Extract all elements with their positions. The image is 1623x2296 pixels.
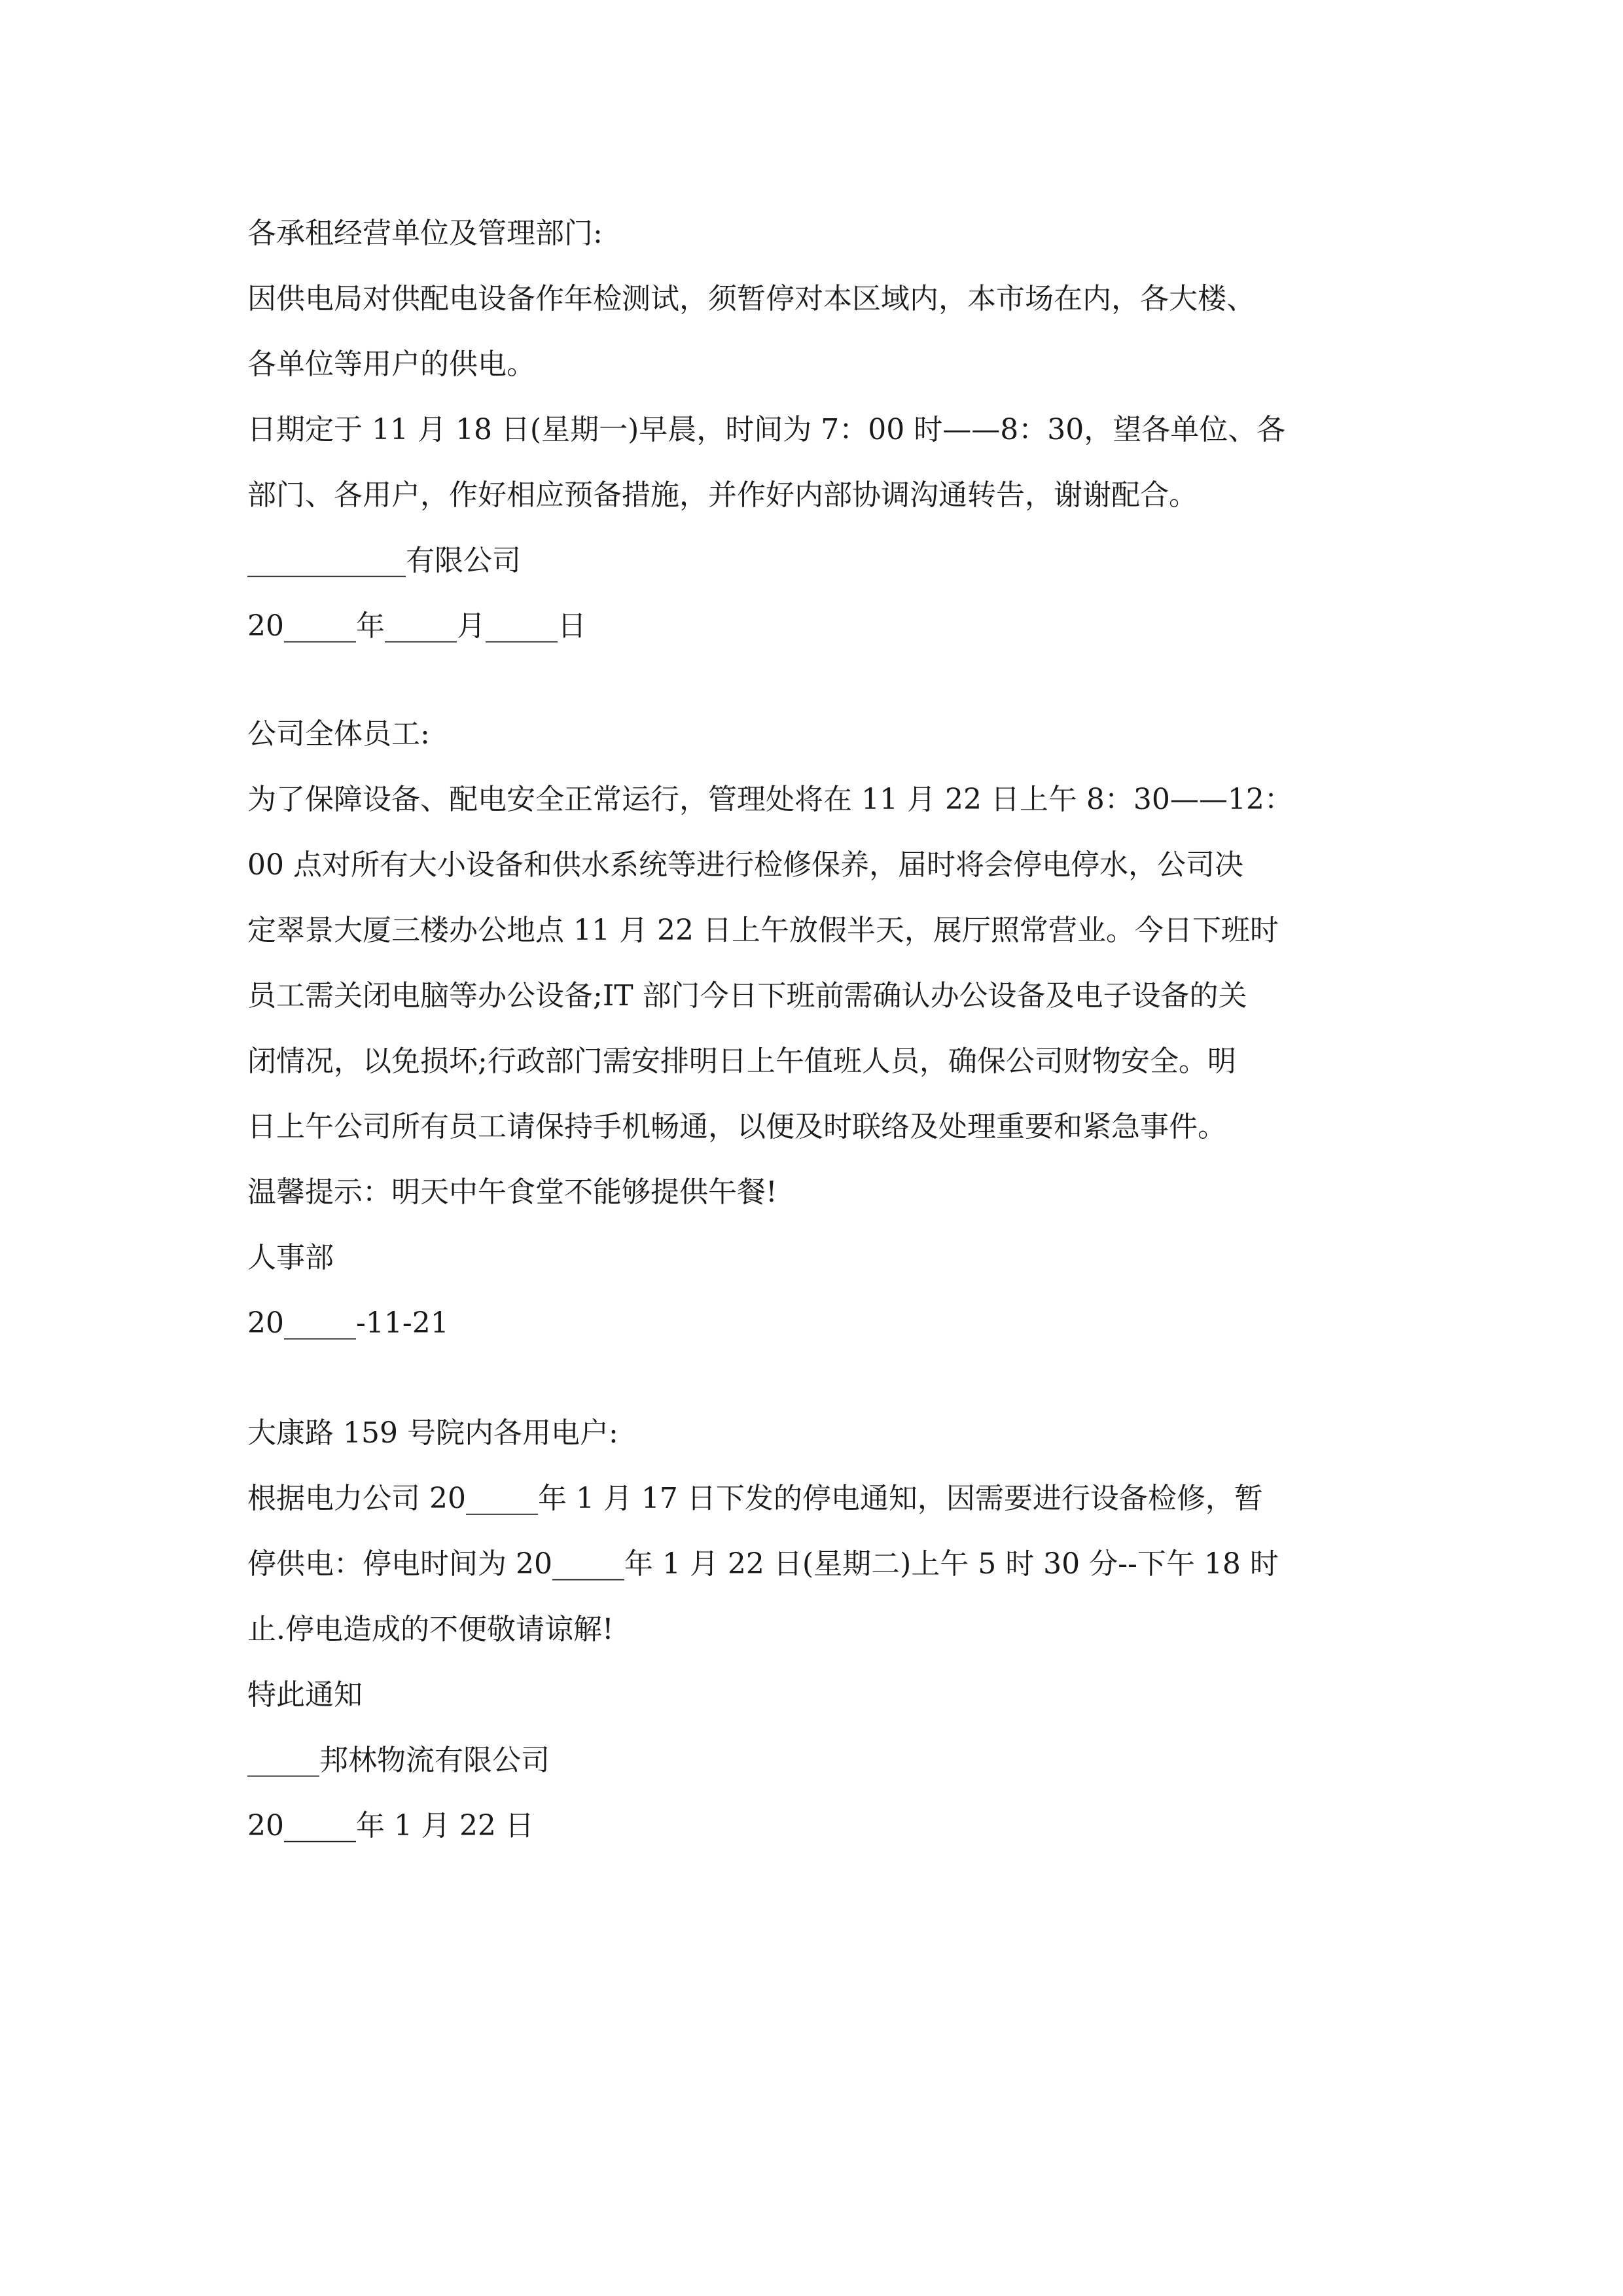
body-line: 因供电局对供配电设备作年检测试，须暂停对本区域内，本市场在内，各大楼、 <box>247 282 1255 315</box>
body-line: 停供电：停电时间为 20_____年 1 月 22 日(星期二)上午 5 时 30 分--下午 18 时 <box>247 1547 1279 1581</box>
body-line: 日上午公司所有员工请保持手机畅通，以便及时联络及处理重要和紧急事件。 <box>247 1110 1226 1143</box>
closing-line: 特此通知 <box>247 1678 363 1712</box>
body-line: 止.停电造成的不便敬请谅解! <box>247 1613 614 1646</box>
salutation: 各承租经营单位及管理部门: <box>247 217 603 250</box>
signature-date: 20_____年 1 月 22 日 <box>247 1809 534 1842</box>
body-line: 闭情况，以免损坏;行政部门需安排明日上午值班人员，确保公司财物安全。明 <box>247 1045 1236 1078</box>
signature-department: 人事部 <box>247 1241 334 1274</box>
power-outage-notice-market <box>247 201 1399 659</box>
salutation: 公司全体员工: <box>247 717 430 751</box>
body-line: 根据电力公司 20_____年 1 月 17 日下发的停电通知，因需要进行设备检修，暂 <box>247 1482 1263 1515</box>
signature-company: _____邦林物流有限公司 <box>247 1744 550 1777</box>
signature-date: 20_____-11-21 <box>247 1306 449 1340</box>
body-line: 为了保障设备、配电安全正常运行，管理处将在 11 月 22 日上午 8：30——12： <box>247 783 1293 816</box>
body-line: 员工需关闭电脑等办公设备;IT 部门今日下班前需确认办公设备及电子设备的关 <box>247 979 1247 1013</box>
signature-company: ___________有限公司 <box>247 544 521 577</box>
body-line: 日期定于 11 月 18 日(星期一)早晨，时间为 7：00 时——8：30，望各单位、各 <box>247 413 1286 446</box>
signature-date: 20_____年_____月_____日 <box>247 609 586 643</box>
power-outage-notice-staff <box>247 702 1399 1356</box>
power-outage-notice-residents <box>247 1401 1399 1859</box>
body-line: 部门、各用户，作好相应预备措施，并作好内部协调沟通转告，谢谢配合。 <box>247 478 1198 512</box>
body-line: 00 点对所有大小设备和供水系统等进行检修保养，届时将会停电停水，公司决 <box>247 848 1243 882</box>
reminder-line: 温馨提示：明天中午食堂不能够提供午餐! <box>247 1175 777 1209</box>
body-line: 定翠景大厦三楼办公地点 11 月 22 日上午放假半天，展厅照常营业。今日下班时 <box>247 914 1279 947</box>
body-line: 各单位等用户的供电。 <box>247 348 535 381</box>
salutation: 大康路 159 号院内各用电户: <box>247 1416 618 1450</box>
